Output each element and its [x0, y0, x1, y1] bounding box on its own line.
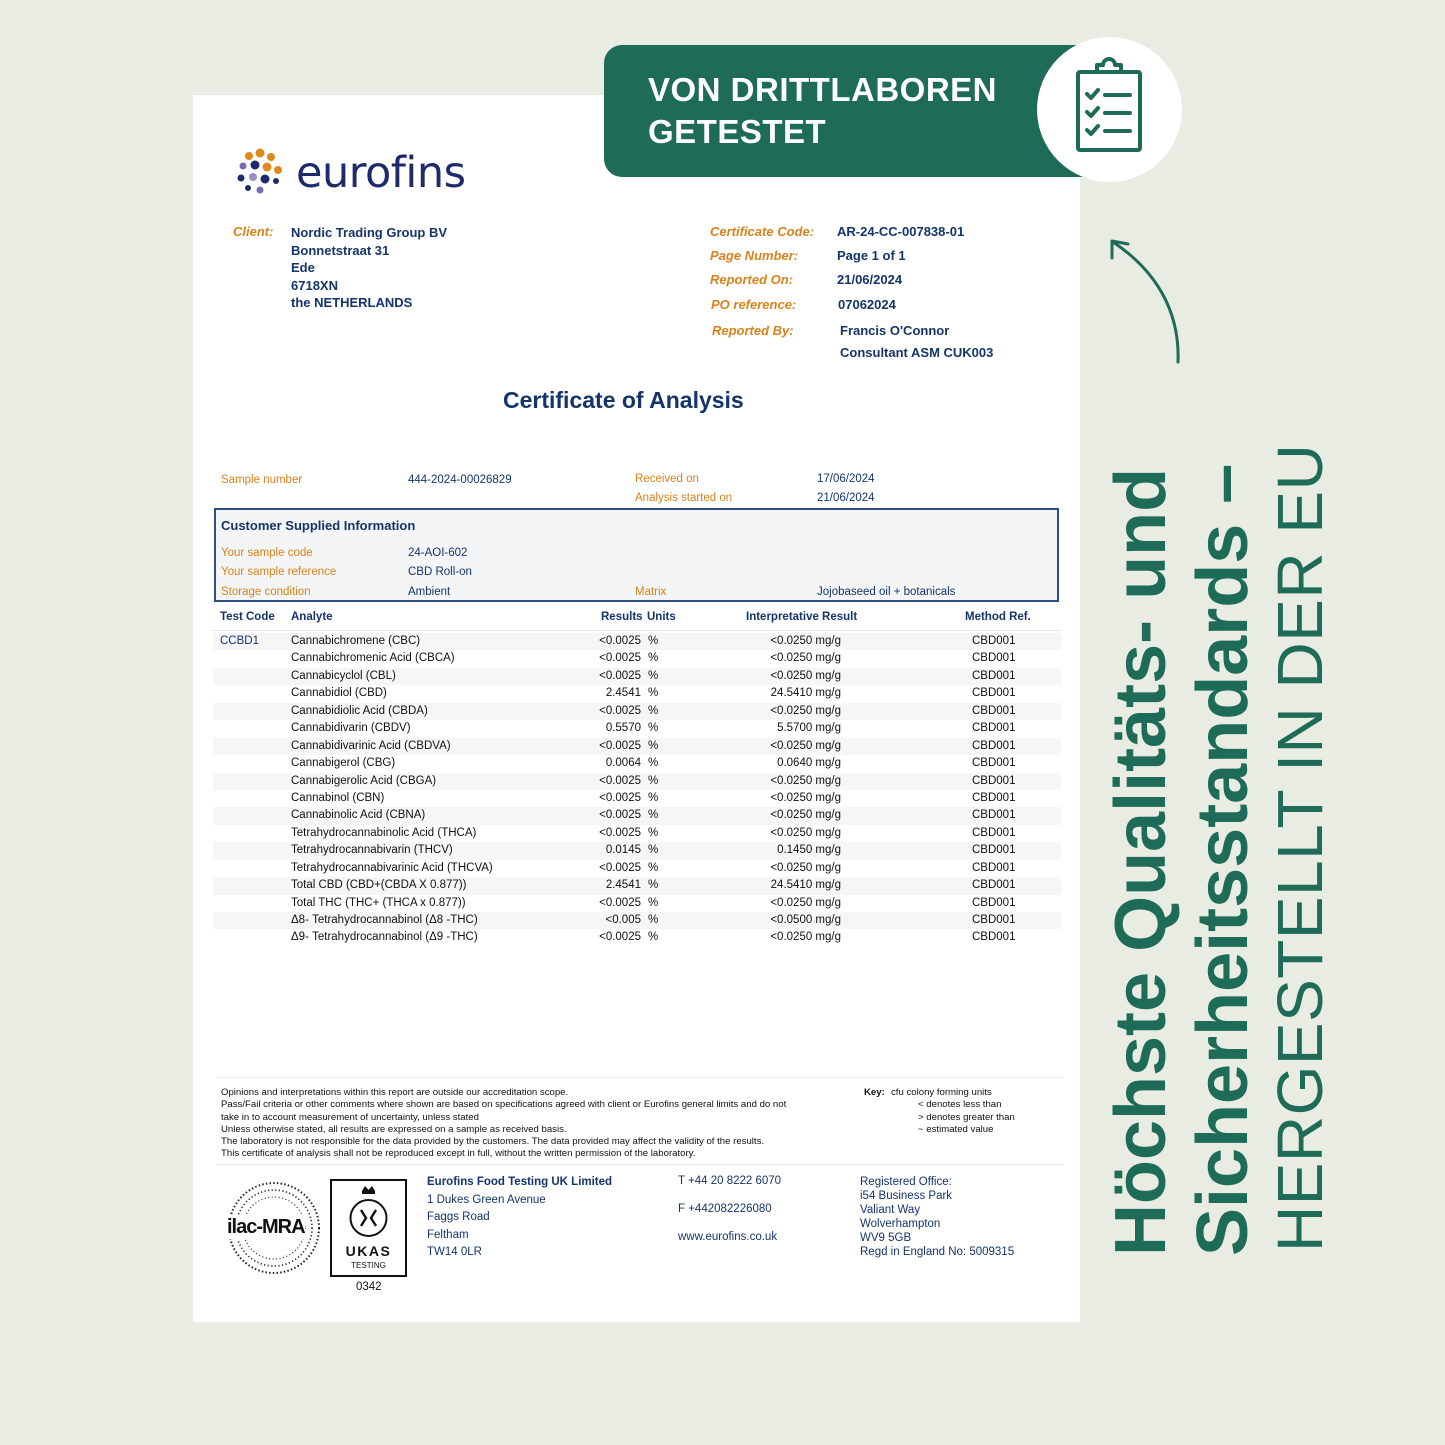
row-method: CBD001 — [972, 687, 1016, 700]
row-analyte: Δ9- Tetrahydrocannabinol (Δ9 -THC) — [291, 931, 478, 944]
row-result: 0.0145 — [605, 844, 641, 857]
document-title: Certificate of Analysis — [503, 387, 744, 413]
row-analyte: Cannabigerolic Acid (CBGA) — [291, 774, 437, 787]
row-method: CBD001 — [972, 722, 1016, 735]
table-row — [213, 825, 1061, 842]
row-unit: % — [648, 669, 659, 682]
header-test-code: Test Code — [220, 611, 275, 623]
header-analyte: Analyte — [291, 611, 333, 623]
reported-on: 21/06/2024 — [837, 272, 903, 287]
page-number: Page 1 of 1 — [837, 248, 906, 263]
lab-address-line: Feltham — [427, 1228, 469, 1241]
row-analyte: Total THC (THC+ (THCA x 0.877)) — [291, 896, 466, 909]
matrix-label: Matrix — [635, 586, 667, 598]
row-method: CBD001 — [972, 844, 1016, 857]
reported-by: Francis O'Connor — [840, 323, 950, 338]
table-row — [213, 790, 1061, 807]
row-unit: % — [648, 809, 659, 822]
row-interpretative: <0.0250 mg/g — [770, 774, 841, 787]
row-method: CBD001 — [972, 861, 1016, 874]
key-greater-than: > denotes greater than — [918, 1112, 1015, 1123]
clipboard-badge — [1037, 37, 1182, 182]
row-unit: % — [648, 844, 659, 857]
row-result: <0.005 — [605, 914, 641, 926]
table-row — [213, 633, 1061, 650]
banner-line-1: VON DRITTLABOREN — [648, 71, 997, 108]
lab-address-line: Faggs Road — [427, 1211, 490, 1223]
key-label: Key: — [864, 1087, 885, 1098]
row-result: 0.0064 — [605, 757, 641, 770]
reported-by-label: Reported By: — [712, 323, 794, 338]
table-row — [213, 929, 1061, 946]
table-row — [213, 668, 1061, 685]
registered-line: Wolverhampton — [860, 1218, 941, 1230]
row-unit: % — [648, 704, 659, 717]
row-result: <0.0025 — [599, 669, 641, 682]
lab-fax: F +442082226080 — [678, 1203, 772, 1215]
row-result: <0.0025 — [599, 774, 641, 787]
lab-website[interactable]: www.eurofins.co.uk — [678, 1231, 778, 1243]
row-result: <0.0025 — [599, 704, 641, 717]
client-country: the NETHERLANDS — [291, 295, 413, 310]
lab-address-line: 1 Dukes Green Avenue — [427, 1193, 546, 1206]
ukas-testing-text: TESTING — [351, 1261, 386, 1270]
matrix: Jojobaseed oil + botanicals — [817, 586, 956, 598]
customer-info-heading: Customer Supplied Information — [221, 518, 416, 533]
po-reference: 07062024 — [838, 297, 896, 312]
header-interpretative: Interpretative Result — [746, 611, 858, 623]
registered-line: Valiant Way — [860, 1204, 921, 1216]
client-address — [291, 224, 447, 312]
row-interpretative: <0.0250 mg/g — [770, 896, 841, 909]
header-units: Units — [647, 611, 676, 623]
ilac-mra-logo — [226, 1180, 322, 1276]
row-unit: % — [648, 861, 659, 874]
table-row — [213, 650, 1061, 667]
row-analyte: Cannabinolic Acid (CBNA) — [291, 809, 426, 822]
footnote-divider-bottom — [216, 1164, 1064, 1165]
sample-reference-label: Your sample reference — [221, 566, 337, 578]
row-method: CBD001 — [972, 635, 1016, 647]
footnote-divider-top — [216, 1077, 1064, 1078]
footnote-line: take in to account measurement of uncertainty, unless stated — [221, 1111, 479, 1123]
table-row — [213, 912, 1061, 929]
table-row — [213, 842, 1061, 859]
row-method: CBD001 — [972, 669, 1016, 682]
footnote-line: Pass/Fail criteria or other comments where shown are based on specifications agreed with client or Eurofins general limits and do not — [221, 1099, 787, 1111]
client-street: Bonnetstraat 31 — [291, 242, 390, 258]
eurofins-logo — [236, 148, 476, 198]
row-interpretative: <0.0250 mg/g — [770, 669, 841, 682]
row-method: CBD001 — [972, 739, 1016, 752]
row-interpretative: <0.0250 mg/g — [770, 704, 841, 717]
clipboard-checklist-icon — [1037, 37, 1182, 182]
curved-arrow-icon — [1100, 230, 1200, 370]
table-row — [213, 703, 1061, 720]
row-result: <0.0025 — [599, 652, 641, 665]
ilac-mra-text: ilac-MRA — [227, 1216, 305, 1238]
row-unit: % — [648, 757, 659, 770]
row-method: CBD001 — [972, 774, 1016, 787]
row-result: 0.5570 — [605, 722, 641, 735]
row-analyte: Cannabidivarin (CBDV) — [291, 722, 411, 735]
row-interpretative: 0.0640 mg/g — [777, 757, 841, 770]
registered-line: WV9 5GB — [860, 1232, 912, 1244]
row-interpretative: <0.0250 mg/g — [770, 739, 841, 752]
row-unit: % — [648, 826, 659, 839]
sample-number: 444-2024-00026829 — [408, 474, 512, 486]
row-analyte: Total CBD (CBD+(CBDA X 0.877)) — [291, 879, 467, 892]
reported-on-label: Reported On: — [710, 272, 794, 287]
row-unit: % — [648, 635, 659, 647]
storage-condition-label: Storage condition — [221, 586, 311, 598]
table-row — [213, 860, 1061, 877]
table-row — [213, 738, 1061, 755]
side-heading-line-1: Höchste Qualitäts- und — [1101, 467, 1181, 1256]
row-test-code: CCBD1 — [220, 635, 259, 647]
row-analyte: Cannabinol (CBN) — [291, 791, 385, 804]
header-method: Method Ref. — [965, 611, 1031, 623]
row-method: CBD001 — [972, 826, 1016, 839]
row-result: <0.0025 — [599, 739, 641, 752]
row-method: CBD001 — [972, 757, 1016, 770]
row-unit: % — [648, 879, 659, 892]
row-analyte: Cannabidiolic Acid (CBDA) — [291, 704, 428, 717]
client-name: Nordic Trading Group BV — [291, 225, 448, 240]
row-interpretative: <0.0250 mg/g — [770, 635, 841, 647]
storage-condition: Ambient — [408, 586, 451, 598]
analysis-started-label: Analysis started on — [635, 492, 733, 504]
lab-address — [427, 1174, 612, 1262]
row-result: <0.0025 — [599, 809, 641, 822]
row-unit: % — [648, 931, 659, 944]
row-unit: % — [648, 774, 659, 787]
table-row — [213, 685, 1061, 702]
row-analyte: Cannabicyclol (CBL) — [291, 669, 396, 682]
row-method: CBD001 — [972, 879, 1016, 892]
row-unit: % — [648, 722, 659, 735]
client-city: Ede — [291, 260, 315, 275]
side-heading-line-2: Sicherheitsstandards – — [1183, 463, 1263, 1256]
row-analyte: Δ8- Tetrahydrocannabinol (Δ8 -THC) — [291, 914, 478, 926]
row-unit: % — [648, 914, 659, 926]
table-row — [213, 720, 1061, 737]
footnote-line: Opinions and interpretations within this report are outside our accreditation scope. — [221, 1087, 569, 1098]
registered-line: i54 Business Park — [860, 1190, 953, 1202]
certificate-code: AR-24-CC-007838-01 — [837, 224, 965, 239]
row-method: CBD001 — [972, 809, 1016, 822]
row-interpretative: 24.5410 mg/g — [770, 879, 841, 892]
table-row — [213, 877, 1061, 894]
row-analyte: Cannabidiol (CBD) — [291, 687, 387, 700]
sample-reference: CBD Roll-on — [408, 566, 472, 578]
ukas-logo — [330, 1179, 407, 1277]
row-interpretative: <0.0500 mg/g — [770, 914, 841, 926]
eurofins-logo-icon — [236, 148, 286, 196]
reported-by-role: Consultant ASM CUK003 — [840, 345, 994, 360]
analysis-started: 21/06/2024 — [817, 492, 875, 504]
header-divider — [213, 630, 1061, 631]
row-method: CBD001 — [972, 914, 1016, 926]
key-cfu: cfu colony forming units — [891, 1087, 992, 1098]
sample-number-label: Sample number — [221, 474, 303, 486]
row-analyte: Cannabidivarinic Acid (CBDVA) — [291, 739, 451, 752]
tested-banner-text — [648, 69, 997, 153]
table-row — [213, 895, 1061, 912]
key-estimated: ~ estimated value — [918, 1124, 994, 1135]
row-analyte: Tetrahydrocannabivarin (THCV) — [291, 844, 453, 857]
row-method: CBD001 — [972, 791, 1016, 804]
registered-line: Regd in England No: 5009315 — [860, 1246, 1015, 1258]
row-interpretative: <0.0250 mg/g — [770, 826, 841, 839]
row-interpretative: 5.5700 mg/g — [777, 722, 841, 735]
row-result: 2.4541 — [605, 879, 641, 892]
lab-company: Eurofins Food Testing UK Limited — [427, 1176, 613, 1188]
row-unit: % — [648, 896, 659, 909]
row-result: <0.0025 — [599, 861, 641, 874]
received-on-label: Received on — [635, 473, 699, 485]
table-row — [213, 755, 1061, 772]
row-unit: % — [648, 687, 659, 700]
row-result: 2.4541 — [605, 687, 641, 700]
row-interpretative: 24.5410 mg/g — [770, 687, 841, 700]
ukas-crown-icon — [332, 1183, 405, 1245]
registered-office — [860, 1175, 1014, 1259]
side-made-in-eu: HERGESTELLT IN DER EU — [1264, 443, 1336, 1252]
client-label: Client: — [233, 224, 274, 239]
banner-line-2: GETESTET — [648, 113, 827, 150]
row-interpretative: <0.0250 mg/g — [770, 791, 841, 804]
lab-phone: T +44 20 8222 6070 — [678, 1175, 782, 1187]
footnotes — [221, 1087, 851, 1161]
row-analyte: Cannabichromenic Acid (CBCA) — [291, 652, 455, 665]
row-interpretative: <0.0250 mg/g — [770, 861, 841, 874]
row-method: CBD001 — [972, 931, 1016, 944]
row-method: CBD001 — [972, 704, 1016, 717]
registered-line: Registered Office: — [860, 1176, 952, 1188]
row-result: <0.0025 — [599, 826, 641, 839]
row-interpretative: 0.1450 mg/g — [777, 844, 841, 857]
row-method: CBD001 — [972, 896, 1016, 909]
eurofins-wordmark: eurofins — [296, 148, 466, 198]
row-interpretative: <0.0250 mg/g — [770, 652, 841, 665]
table-row — [213, 773, 1061, 790]
received-on: 17/06/2024 — [817, 473, 875, 485]
sample-code-label: Your sample code — [221, 547, 313, 559]
row-interpretative: <0.0250 mg/g — [770, 809, 841, 822]
row-unit: % — [648, 791, 659, 804]
table-row — [213, 807, 1061, 824]
page-number-label: Page Number: — [710, 248, 799, 263]
row-interpretative: <0.0250 mg/g — [770, 931, 841, 944]
footnote-line: Unless otherwise stated, all results are expressed on a sample as received basis. — [221, 1123, 567, 1135]
row-unit: % — [648, 739, 659, 752]
row-result: <0.0025 — [599, 896, 641, 909]
ukas-text: UKAS — [345, 1243, 392, 1259]
client-postcode: 6718XN — [291, 277, 338, 293]
lab-address-line: TW14 0LR — [427, 1246, 482, 1258]
footnote-line: The laboratory is not responsible for the data provided by the customers. The data provided may affect the validity of the results. — [221, 1136, 765, 1148]
row-result: <0.0025 — [599, 791, 641, 804]
ukas-number: 0342 — [356, 1281, 382, 1293]
row-method: CBD001 — [972, 652, 1016, 665]
certificate-code-label: Certificate Code: — [710, 224, 815, 239]
header-results: Results — [601, 611, 643, 623]
row-unit: % — [648, 652, 659, 665]
results-table-body — [213, 633, 1061, 947]
row-analyte: Tetrahydrocannabinolic Acid (THCA) — [291, 826, 477, 839]
row-analyte: Tetrahydrocannabivarinic Acid (THCVA) — [291, 861, 493, 874]
po-reference-label: PO reference: — [711, 297, 797, 312]
row-result: <0.0025 — [599, 931, 641, 944]
row-analyte: Cannabichromene (CBC) — [291, 635, 421, 647]
sample-code: 24-AOI-602 — [408, 547, 468, 559]
footnote-line: This certificate of analysis shall not be reproduced except in full, without the written permission of the laboratory. — [221, 1148, 696, 1160]
key-less-than: < denotes less than — [918, 1099, 1002, 1110]
row-analyte: Cannabigerol (CBG) — [291, 757, 396, 770]
row-result: <0.0025 — [599, 635, 641, 647]
